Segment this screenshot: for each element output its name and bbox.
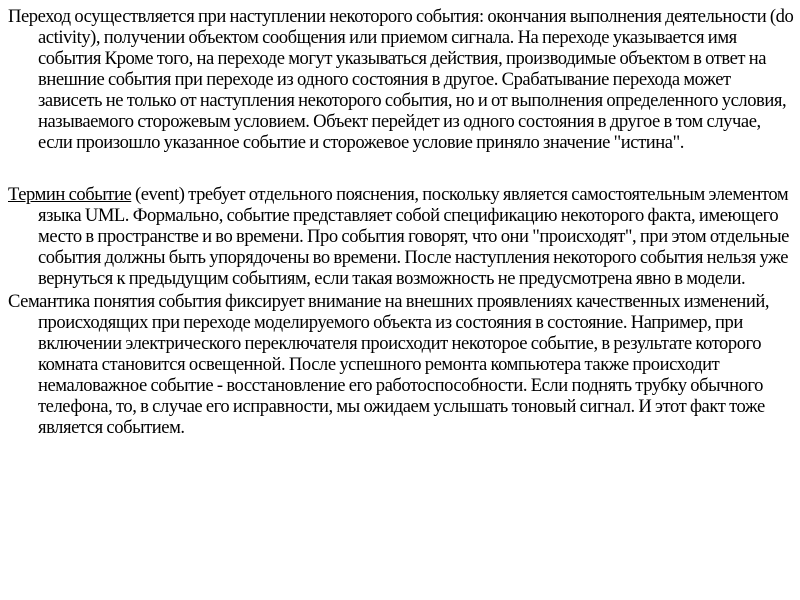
paragraph-event-semantics: Семантика понятия события фиксирует внимание на внешних проявлениях качественных изменений, происходящих при переходе моделируемого объекта из состояния в состояние. Например, при включении электрического переключателя происходит некоторое событие, в результате которого комната становится освещенной. После успешного ремонта компьютера также происходит немаловажное событие - восстановление его работоспособности. Если поднять трубку обычного телефона, то, в случае его исправности, мы ожидаем услышать тоновый сигнал. И этот факт тоже является событием. <box>8 291 770 438</box>
paragraph-spacer <box>8 153 794 184</box>
paragraph-transition: Переход осуществляется при наступлении некоторого события: окончания выполнения деятельности (do activity), получении объектом сообщения или приемом сигнала. На переходе указывается имя события Кроме того, на переходе могут указываться действия, производимые объектом в ответ на внешние события при переходе из одного состояния в другое. Срабатывание перехода может зависеть не только от наступления некоторого события, но и от выполнения определенного условия, называемого сторожевым условием. Объект перейдет из одного состояния в другое в том случае, если произошло указанное событие и сторожевое условие приняло значение "истина". <box>8 6 794 153</box>
slide-text-body <box>8 6 794 438</box>
term-event-underlined: Термин событие <box>8 184 132 205</box>
paragraph-event-term-text: (event) требует отдельного пояснения, поскольку является самостоятельным элементом языка UML. Формально, событие представляет собой спецификацию некоторого факта, имеющего место в пространстве и во времени. Про события говорят, что они "происходят", при этом отдельные события должны быть упорядочены во времени. После наступления некоторого события нельзя уже вернуться к предыдущим событиям, если такая возможность не предусмотрена явно в модели. <box>38 184 789 289</box>
paragraph-event-term <box>8 184 794 289</box>
